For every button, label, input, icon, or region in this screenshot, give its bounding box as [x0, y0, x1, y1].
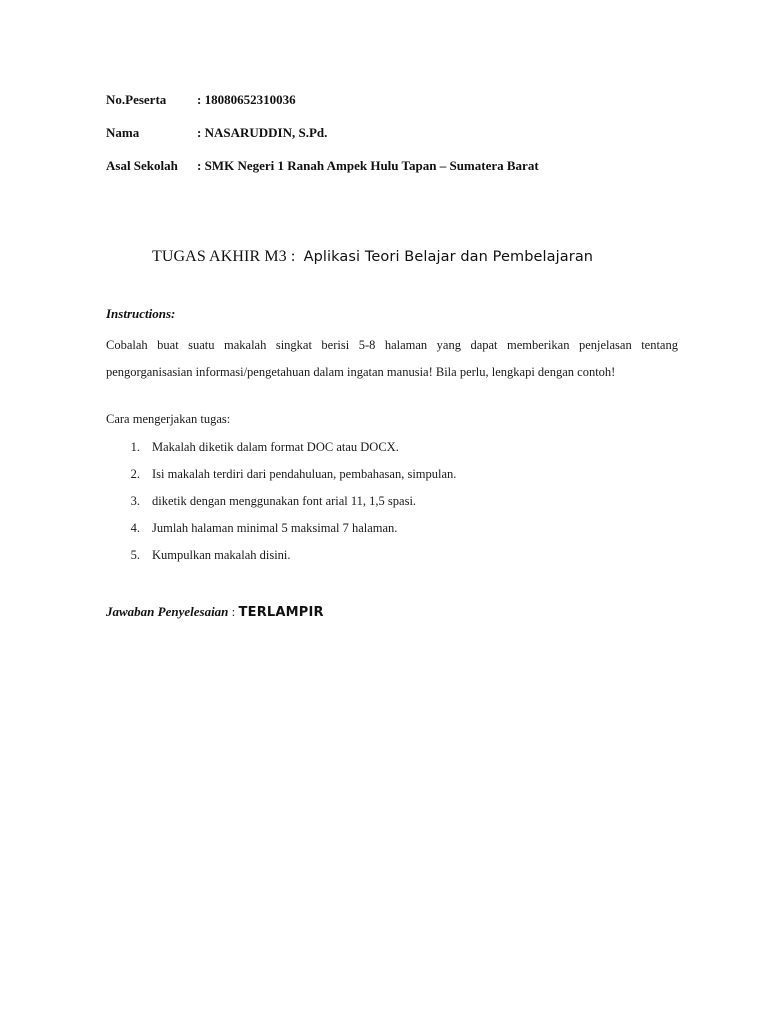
instructions-heading: Instructions:: [106, 306, 176, 321]
answer-label: Jawaban Penyelesaian: [106, 604, 229, 619]
cara-heading: Cara mengerjakan tugas:: [106, 412, 231, 426]
info-row-no-peserta: [106, 92, 296, 112]
page-title: [152, 248, 593, 266]
no-peserta-value: : 18080652310036: [197, 92, 296, 107]
step-text: diketik dengan menggunakan font arial 11, 1,5 spasi.: [152, 494, 417, 508]
step-text: Jumlah halaman minimal 5 maksimal 7 halaman.: [152, 521, 398, 535]
no-peserta-label: No.Peserta: [106, 92, 167, 107]
nama-label: Nama: [106, 125, 140, 140]
list-item: [106, 521, 456, 548]
step-text: Isi makalah terdiri dari pendahuluan, pembahasan, simpulan.: [152, 467, 457, 481]
nama-value: : NASARUDDIN, S.Pd.: [197, 125, 328, 140]
list-item: [106, 440, 456, 467]
info-row-asal-sekolah: [106, 158, 539, 178]
info-row-nama: [106, 125, 327, 145]
list-item: [106, 467, 456, 494]
step-number: 2.: [130, 467, 140, 481]
steps-list: [106, 440, 456, 575]
step-number: 4.: [130, 521, 140, 535]
answer-separator: :: [228, 604, 239, 619]
title-prefix: TUGAS AKHIR M3 :: [152, 248, 296, 265]
title-subject: Aplikasi Teori Belajar dan Pembelajaran: [303, 249, 594, 265]
list-item: [106, 494, 456, 521]
step-number: 3.: [130, 494, 140, 508]
step-text: Makalah diketik dalam format DOC atau DOCX.: [152, 440, 399, 454]
asal-sekolah-label: Asal Sekolah: [106, 158, 178, 173]
answer-line: [106, 604, 324, 620]
asal-sekolah-value: : SMK Negeri 1 Ranah Ampek Hulu Tapan – Sumatera Barat: [197, 158, 539, 173]
list-item: [106, 548, 456, 575]
answer-value: TERLAMPIR: [238, 605, 324, 620]
step-number: 1.: [130, 440, 140, 454]
instructions-paragraph: Cobalah buat suatu makalah singkat berisi 5-8 halaman yang dapat memberikan penjelasan tentang pengorganisasian informasi/pengetahuan dalam ingatan manusia! Bila perlu, lengkapi dengan contoh!: [106, 338, 678, 379]
step-text: Kumpulkan makalah disini.: [152, 548, 291, 562]
step-number: 5.: [130, 548, 140, 562]
